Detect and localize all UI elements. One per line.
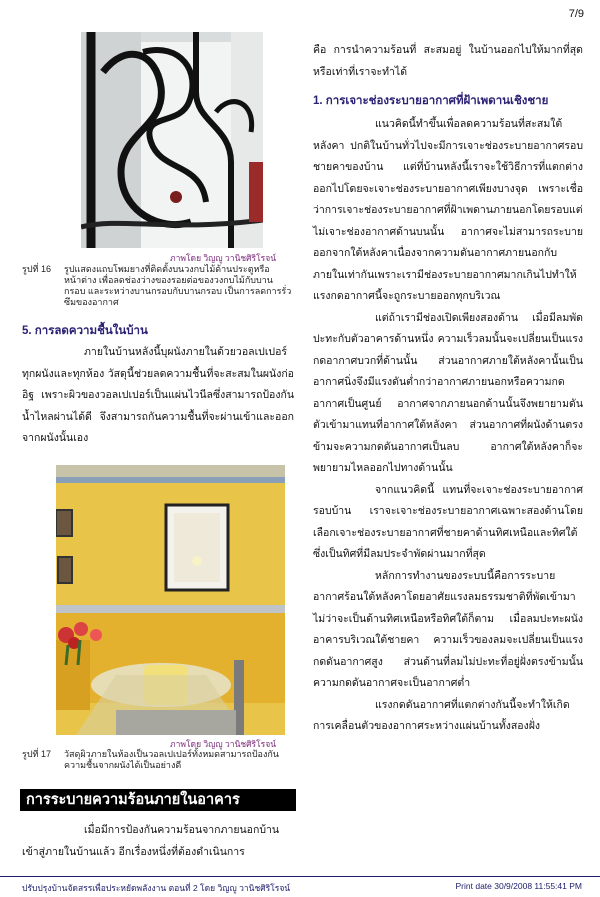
right-paragraph-5: แรงกดดันอากาศที่แตกต่างกันนี้จะทำให้เกิดการเคลื่อนตัวของอากาศระหว่างแผ่นบ้านทั้งสองฝั่ง [313,698,570,732]
figure-16-caption [22,264,292,308]
right-body [313,114,583,738]
right-intro-paragraph: คือ การนำความร้อนที่ สะสมอยู่ ในบ้านออกไปให้มากที่สุด หรือเท่าที่เราจะทำได้ [313,44,583,78]
figure-16-credit: ภาพโดย วิญญู วานิชศิริโรจน์ [170,253,277,263]
page-footer [0,876,600,897]
right-paragraph-2: แต่ถ้าเรามีช่องเปิดเพียงสองด้าน เมื่อมีลมพัดปะทะกับตัวอาคารด้านหนึ่ง ความเร็วลมนั้นจะเปลี่ยนเป็นแรงกดอากาศบวกที่ด้านนั้น ส่วนอากาศภายใต้หลังคานั้นเป็นอากาศนิ่งจึงมีแรงดันต่ำกว่าอากาศภายนอกหรือความกดอากาศเป็นศูนย์ อากาศจากภายนอกด้านนั้นจึงพยายามดันตัวเข้ามาแทนที่อากาศใต้หลังคา ส่วนอากาศที่ผนังด้านตรงข้ามจะความกดดันอากาศเป็นลบ อากาศใต้หลังคาก็จะพยายามไหลออกไปทางด้านนั้น [313,311,583,474]
section-5-paragraph: ภายในบ้านหลังนี้บุผนังภายในด้วยวอลเปเปอร์ทุกผนังและทุกห้อง วัสดุนี้ช่วยลดความชื้นที่จะสะสมในผนังก่ออิฐ เพราะผิวของวอลเปเปอร์เป็นแผ่นไวนีลซึ่งสามารถป้องกันน้ำไหลผ่านได้ดี จึงสามารถกันความชื้นที่จะผ่านเข้าและออกจากผนังนั้นเอง [22,346,294,444]
section-5-heading: 5. การลดความชื้นในบ้าน [22,325,148,337]
section-banner: การระบายความร้อนภายในอาคาร [20,789,296,811]
page-number: 7/9 [568,8,584,20]
section-5-body [22,342,294,450]
figure-17-credit: ภาพโดย วิญญู วานิชศิริโรจน์ [170,739,277,749]
section-1-heading: 1. การเจาะช่องระบายอากาศที่ฝ้าเพดานเชิงชาย [313,95,549,107]
right-paragraph-3: จากแนวคิดนี้ แทนที่จะเจาะช่องระบายอากาศรอบบ้าน เราจะเจาะช่องระบายอากาศเฉพาะสองด้านโดยเลือกเจาะช่องระบายอากาศที่ชายคาด้านทิศเหนือและทิศใต้ซึ่งเป็นทิศที่มีลมประจำพัดผ่านมากที่สุด [313,483,583,560]
right-paragraph-4: หลักการทำงานของระบบนี้คือการระบายอากาศร้อนใต้หลังคาโดยอาศัยแรงลมธรรมชาติที่พัดเข้ามาไม่ว่าจะเป็นด้านทิศเหนือหรือทิศใต้ก็ตาม เมื่อลมปะทะผนังอาคารบริเวณใต้ชายคา ความเร็วของลมจะเปลี่ยนเป็นแรงกดดันอากาศสูง ส่วนด้านที่ลมไม่ปะทะที่อยู่ฝั่งตรงข้ามนั้นความกดดันอากาศจะเป็นอากาศต่ำ [313,569,583,689]
left-bottom-paragraph: เมื่อมีการป้องกันความร้อนจากภายนอกบ้านเข้าสู่ภายในบ้านแล้ว อีกเรื่องหนึ่งที่ต้องดำเนินการ [22,824,280,858]
figure-17-photo [56,465,285,735]
figure-17-caption-text: วัสดุผิวภายในห้องเป็นวอลเปเปอร์ทั้งหมดสามารถป้องกันความชื้นจากผนังได้เป็นอย่างดี [64,749,279,770]
figure-16-photo [81,32,263,248]
figure-16-caption-text: รูปแสดงแถบโพมยางที่ติดตั้งบนวงกบไม้ด้านประตูหรือหน้าต่าง เพื่อลดช่องว่างของรอยต่อของวงกบไม้กับบานกรอบ และระหว่างบานกรอบกับบานกรอบ เป็นการลดการรั่วซึมของอากาศ [64,264,292,307]
figure-17-number: รูปที่ 17 [22,749,51,759]
footer-print-date: Print date 30/9/2008 11:55:41 PM [455,881,582,891]
footer-title: ปรับปรุงบ้านจัดสรรเพื่อประหยัดพลังงาน ตอนที่ 2 โดย วิญญู วานิชศิริโรจน์ [22,883,291,893]
right-intro [313,40,583,83]
right-paragraph-1: แนวคิดนี้ทำขึ้นเพื่อลดความร้อนที่สะสมใต้หลังคา ปกติในบ้านทั่วไปจะมีการเจาะช่องระบายอากาศรอบชายคาของบ้าน แต่ที่บ้านหลังนี้เราจะใช้วิธีการที่แตกต่างออกไปโดยจะเจาะช่องระบายอากาศเพียงบางจุด เพราะเชื่อว่าการเจาะช่องระบายอากาศที่ฝ้าเพดานภายนอกโดยรอบแต่ไม่เจาะช่องอากาศด้านบนนั้น อากาศจะไม่สามารถระบายออกจากใต้หลังคาเนื่องจากความดันอากาศภายนอกกับภายในเท่ากันเพราะเรามีช่องระบายอากาศมากเกินไปทำให้แรงกดอากาศนี้จะถูกระบายออกทุกบริเวณ [313,118,583,302]
figure-16-number: รูปที่ 16 [22,264,51,274]
figure-17-caption [22,749,292,771]
left-bottom-body [22,820,294,863]
